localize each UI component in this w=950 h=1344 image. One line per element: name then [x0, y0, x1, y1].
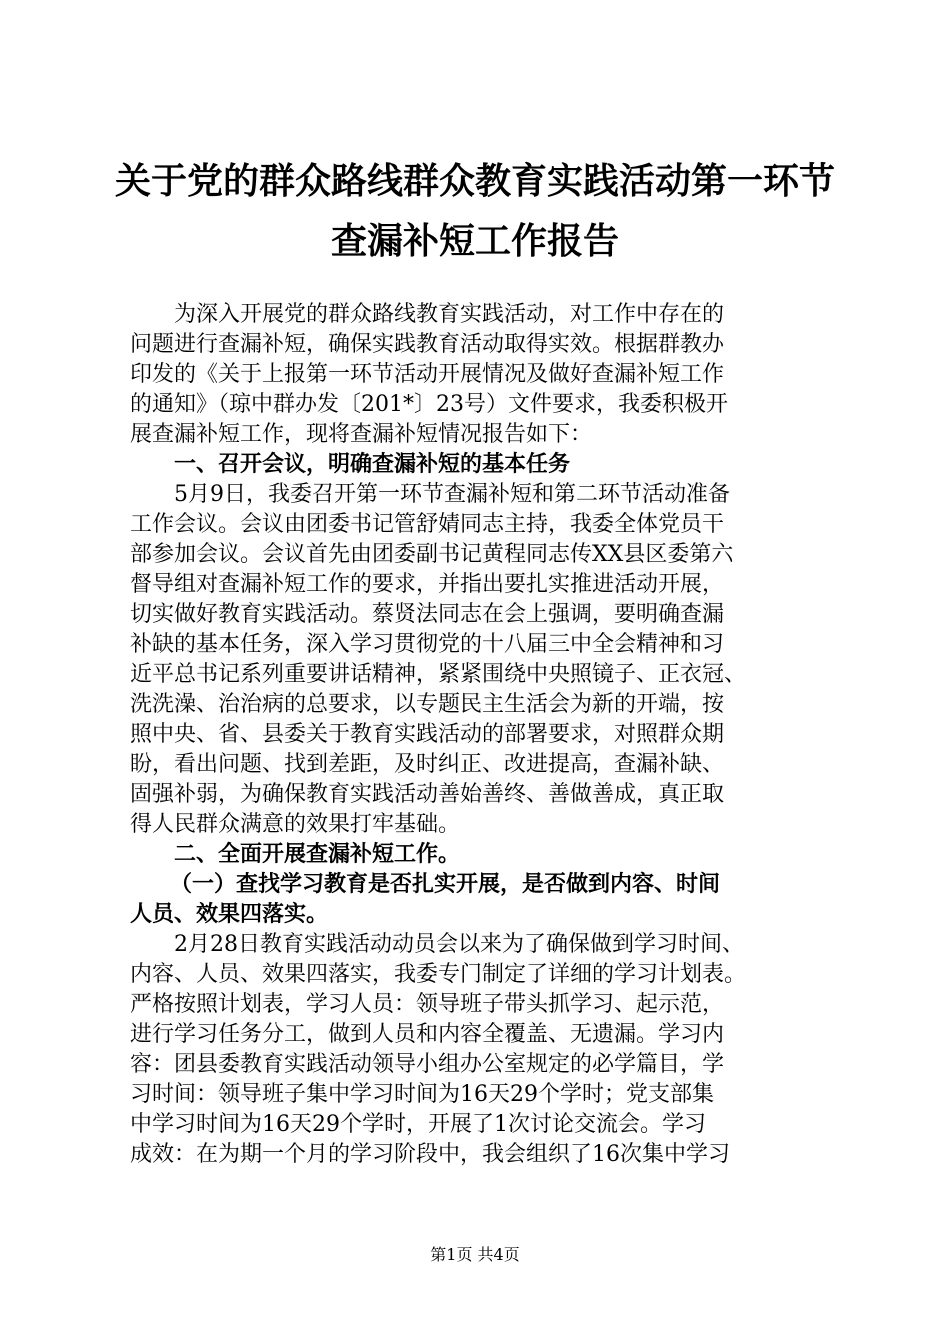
body-line: 部参加会议。会议首先由团委副书记黄程同志传XX县区委第六 — [130, 542, 734, 567]
body-line: 工作会议。会议由团委书记管舒婧同志主持，我委全体党员干 — [130, 512, 725, 537]
body-line: 得人民群众满意的效果打牢基础。 — [130, 812, 461, 837]
page-footer: 第1页 共4页 — [430, 1245, 520, 1264]
body-line: 习时间：领导班子集中学习时间为16天29个学时；党支部集 — [130, 1082, 714, 1107]
body-line: 固强补弱，为确保教育实践活动善始善终、善做善成，真正取 — [130, 782, 725, 807]
body-line: 内容、人员、效果四落实，我委专门制定了详细的学习计划表。 — [130, 962, 747, 987]
body-line: 进行学习任务分工，做到人员和内容全覆盖、无遗漏。学习内 — [130, 1022, 725, 1047]
body-line: 洗洗澡、治治病的总要求，以专题民主生活会为新的开端，按 — [130, 692, 725, 717]
body-line: 容：团县委教育实践活动领导小组办公室规定的必学篇目，学 — [130, 1052, 725, 1077]
body-line: （一）查找学习教育是否扎实开展，是否做到内容、时间 — [170, 872, 721, 897]
body-line: 中学习时间为16天29个学时，开展了1次讨论交流会。学习 — [130, 1112, 706, 1137]
document-body — [130, 300, 830, 1170]
body-line: 补缺的基本任务，深入学习贯彻党的十八届三中全会精神和习 — [130, 632, 725, 657]
document-title-line-2: 查漏补短工作报告 — [330, 221, 619, 262]
body-line: 近平总书记系列重要讲话精神，紧紧围绕中央照镜子、正衣冠、 — [130, 662, 747, 687]
body-line: 为深入开展党的群众路线教育实践活动，对工作中存在的 — [174, 302, 725, 327]
body-line: 印发的《关于上报第一环节活动开展情况及做好查漏补短工作 — [130, 362, 725, 387]
body-line: 5月9日，我委召开第一环节查漏补短和第二环节活动准备 — [174, 482, 730, 507]
body-line: 成效：在为期一个月的学习阶段中，我会组织了16次集中学习 — [130, 1142, 730, 1167]
body-line: 展查漏补短工作，现将查漏补短情况报告如下： — [130, 422, 593, 447]
body-line: 照中央、省、县委关于教育实践活动的部署要求，对照群众期 — [130, 722, 725, 747]
body-line: 二、全面开展查漏补短工作。 — [174, 842, 461, 867]
body-line: 人员、效果四落实。 — [130, 902, 329, 927]
body-line: 督导组对查漏补短工作的要求，并指出要扎实推进活动开展， — [130, 572, 725, 597]
body-line: 严格按照计划表，学习人员：领导班子带头抓学习、起示范， — [130, 992, 725, 1017]
body-line: 切实做好教育实践活动。蔡贤法同志在会上强调，要明确查漏 — [130, 602, 725, 627]
body-line: 问题进行查漏补短，确保实践教育活动取得实效。根据群教办 — [130, 332, 725, 357]
body-line: 盼，看出问题、找到差距，及时纠正、改进提高，查漏补缺、 — [130, 752, 725, 777]
document-title-line-1: 关于党的群众路线群众教育实践活动第一环节 — [114, 161, 835, 202]
body-line: 的通知》（琼中群办发〔201*〕23号）文件要求，我委积极开 — [130, 392, 728, 417]
body-line: 2月28日教育实践活动动员会以来为了确保做到学习时间、 — [174, 932, 744, 957]
body-line: 一、召开会议，明确查漏补短的基本任务 — [174, 452, 571, 477]
